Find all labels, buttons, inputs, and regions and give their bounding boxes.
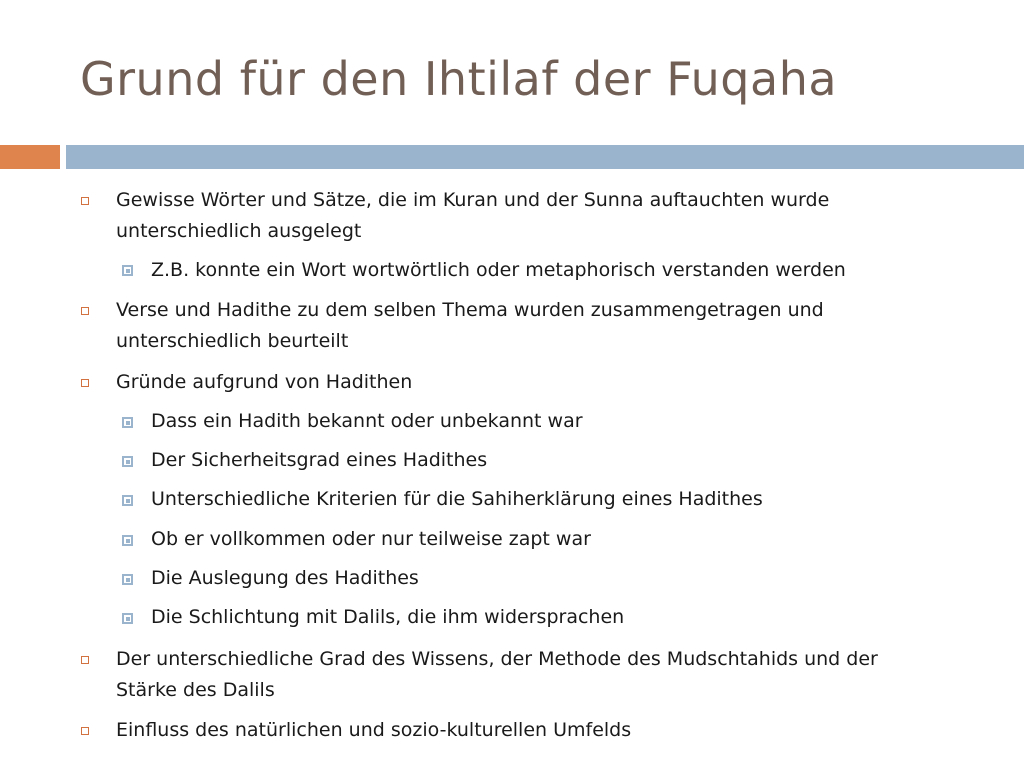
filled-square-bullet-icon — [122, 495, 133, 506]
slide-title: Grund für den Ihtilaf der Fuqaha — [80, 52, 838, 106]
list-subitem-text: Unterschiedliche Kriterien für die Sahiherklärung eines Hadithes — [151, 488, 763, 510]
list-item-text: Verse und Hadithe zu dem selben Thema wurden zusammengetragen und — [116, 299, 824, 321]
list-item-text: Gewisse Wörter und Sätze, die im Kuran und der Sunna auftauchten wurde — [116, 189, 830, 211]
square-bullet-icon — [81, 307, 89, 315]
list-subitem-text: Der Sicherheitsgrad eines Hadithes — [151, 449, 488, 471]
filled-square-bullet-icon — [122, 456, 133, 467]
filled-square-bullet-icon — [122, 535, 133, 546]
filled-square-bullet-icon — [122, 265, 133, 276]
square-bullet-icon — [81, 656, 89, 664]
filled-square-bullet-icon — [122, 613, 133, 624]
list-item-text: unterschiedlich beurteilt — [116, 330, 349, 352]
list-subitem-text: Dass ein Hadith bekannt oder unbekannt war — [151, 410, 583, 432]
list-subitem-text: Ob er vollkommen oder nur teilweise zapt war — [151, 528, 591, 550]
square-bullet-icon — [81, 379, 89, 387]
filled-square-bullet-icon — [122, 417, 133, 428]
filled-square-bullet-icon — [122, 574, 133, 585]
list-item-text: Gründe aufgrund von Hadithen — [116, 371, 413, 393]
list-item-text: Stärke des Dalils — [116, 679, 275, 701]
list-item-text: Einfluss des natürlichen und sozio-kulturellen Umfelds — [116, 719, 632, 741]
list-item-text: unterschiedlich ausgelegt — [116, 220, 362, 242]
square-bullet-icon — [81, 197, 89, 205]
square-bullet-icon — [81, 727, 89, 735]
list-subitem-text: Die Auslegung des Hadithes — [151, 567, 419, 589]
list-subitem-text: Z.B. konnte ein Wort wortwörtlich oder metaphorisch verstanden werden — [151, 259, 846, 281]
list-item-text: Der unterschiedliche Grad des Wissens, der Methode des Mudschtahids und der — [116, 648, 878, 670]
list-subitem-text: Die Schlichtung mit Dalils, die ihm widersprachen — [151, 606, 625, 628]
